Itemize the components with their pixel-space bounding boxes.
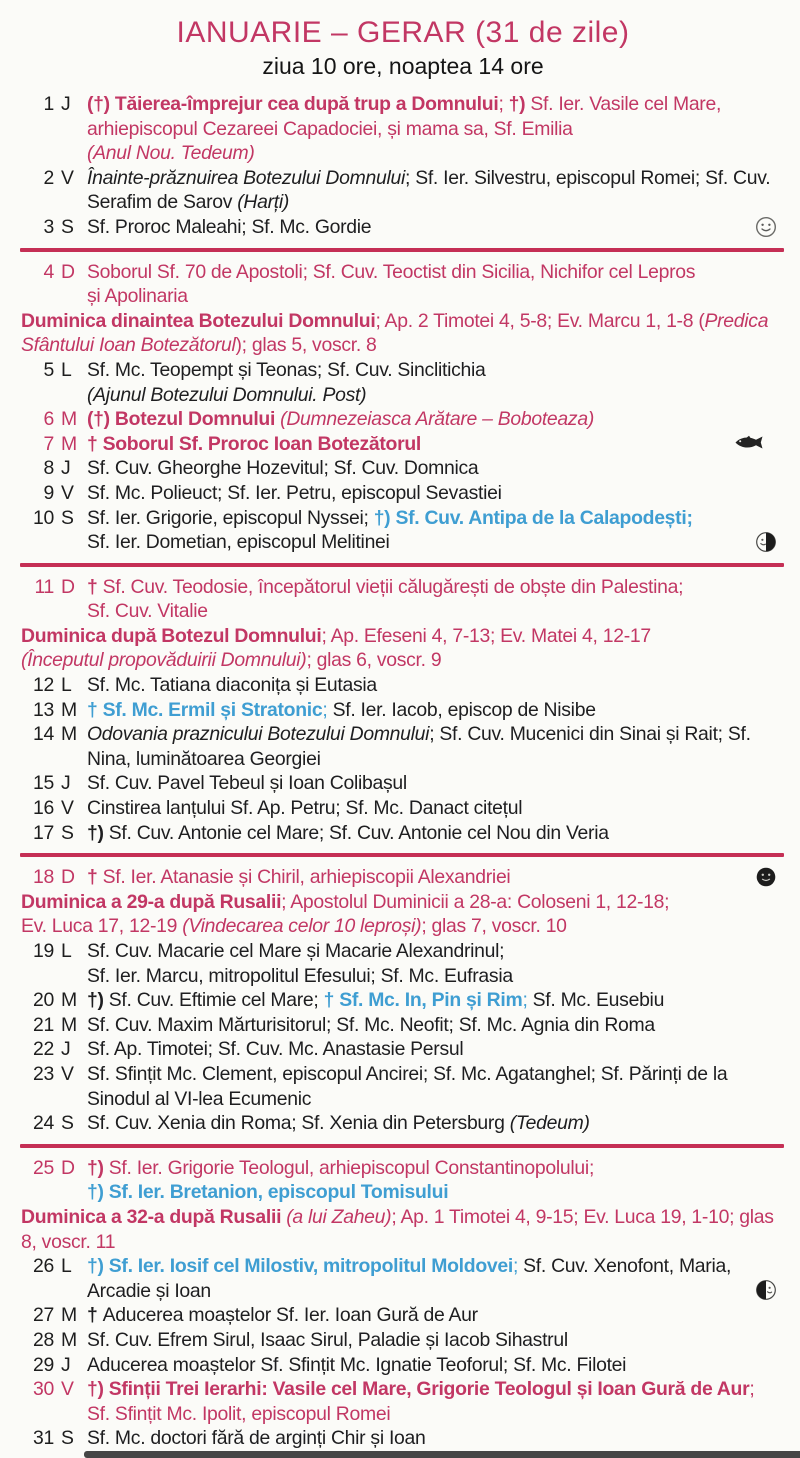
text-segment: Sf. Ier. Marcu, mitropolitul Efesului; Sf. Mc. Eufrasia (87, 964, 513, 987)
calendar-row-27 (20, 1303, 786, 1328)
day-letter: D (61, 575, 75, 598)
text-segment: †) Sf. Ier. Iosif cel Milostiv, mitropolitul Moldovei (87, 1255, 513, 1278)
day-letter: L (61, 674, 72, 697)
text-segment: † (87, 1304, 103, 1327)
calendar-row-10 (20, 506, 786, 555)
text-segment: Sf. Ap. Timotei; Sf. Cuv. Mc. Anastasie Persul (87, 1038, 464, 1061)
text-segment: †) (87, 1156, 104, 1179)
text-segment: ; Sf. Sfințit Mc. Ipolit, episcopul Romei (87, 1378, 755, 1425)
text-segment: (a lui Zaheu) (286, 1205, 392, 1228)
day-letter: M (61, 408, 77, 431)
day-letter: M (61, 989, 77, 1012)
text-segment: †) (87, 989, 104, 1012)
text-segment: † Soborul Sf. Proroc Ioan Botezătorul (87, 432, 421, 455)
text-segment: (Începutul propovăduirii Domnului) (21, 649, 307, 672)
calendar-row-2 (20, 166, 786, 215)
week-separator (20, 248, 784, 252)
calendar-row-13 (20, 698, 786, 723)
day-content (87, 1377, 786, 1426)
day-content (87, 821, 786, 846)
text-segment: ; Ap. 1 Timotei 4, 9-15; Ev. Luca 19, 1-10; glas 8, voscr. 11 (21, 1205, 774, 1253)
text-segment: (†) Tăierea-împrejur cea după trup a Domnului (87, 93, 499, 115)
day-content (87, 506, 786, 555)
day-number: 29 (33, 1353, 54, 1376)
month-title: IANUARIE – GERAR (31 de zile) (176, 16, 630, 49)
day-content (87, 1156, 786, 1205)
week-separator (20, 1144, 784, 1148)
day-letter: S (61, 1427, 74, 1450)
sunday-summary (21, 1205, 786, 1254)
text-segment: Sf. Cuv. Xenofont, Maria, Arcadie și Ioan (87, 1255, 732, 1302)
calendar-row-3 (20, 215, 786, 240)
text-segment: (Harți) (237, 191, 290, 214)
sunday-summary (21, 890, 786, 939)
day-number: 10 (33, 506, 54, 529)
day-content (87, 432, 786, 457)
day-content (87, 215, 786, 240)
calendar-row-24 (20, 1111, 786, 1136)
text-segment: Sf. Cuv. Xenia din Roma; Sf. Xenia din Petersburg (87, 1112, 510, 1135)
calendar-row-14 (20, 722, 786, 771)
day-content (87, 698, 786, 723)
day-length-note: ziua 10 ore, noaptea 14 ore (262, 53, 544, 79)
text-segment: ; Ap. 2 Timotei 4, 5-8; Ev. Marcu 1, 1-8 ( (375, 309, 705, 332)
day-content (87, 456, 786, 481)
text-segment: și Apolinaria (87, 285, 188, 308)
day-number: 7 (43, 432, 54, 455)
calendar-row-19 (20, 939, 786, 988)
day-number: 16 (33, 797, 54, 820)
day-content (87, 1013, 786, 1038)
text-segment: Sf. Ier. Grigorie, episcopul Nyssei; (87, 506, 374, 529)
text-segment: ; glas 7, voscr. 10 (421, 915, 567, 938)
calendar-row-15 (20, 771, 786, 796)
calendar-row-18 (20, 865, 786, 890)
text-segment: (Anul Nou. Tedeum) (87, 142, 255, 165)
calendar-row-22 (20, 1037, 786, 1062)
text-segment: Sf. Cuv. Pavel Tebeul și Ioan Colibașul (87, 772, 407, 795)
week-separator (20, 853, 784, 857)
day-number: 6 (43, 408, 54, 431)
calendar-row-1 (20, 92, 786, 166)
text-segment: ; glas 6, voscr. 9 (306, 649, 442, 672)
day-content (87, 1254, 786, 1303)
day-letter: J (61, 1353, 71, 1376)
text-segment: ; Sf. Cuv. Mucenici din Sinai și Rait; Sf. Nina, luminătoarea Georgiei (87, 723, 751, 770)
calendar-row-8 (20, 456, 786, 481)
calendar-row-5 (20, 358, 786, 407)
day-number: 17 (33, 821, 54, 844)
day-letter: M (61, 1013, 77, 1036)
calendar-row-21 (20, 1013, 786, 1038)
text-segment: Sf. Mc. Eusebiu (532, 989, 665, 1012)
calendar-row-17 (20, 821, 786, 846)
day-letter: S (61, 821, 74, 844)
page-bottom-edge (84, 1451, 800, 1458)
day-content (87, 771, 786, 796)
text-segment: Sf. Ier. Dometian, episcopul Melitinei (87, 531, 390, 554)
day-letter: S (61, 506, 74, 529)
day-content (87, 1426, 786, 1451)
text-segment: Sf. Mc. Tatiana diaconița și Eutasia (87, 674, 377, 697)
day-number: 4 (43, 260, 54, 283)
text-segment: ; (498, 93, 509, 115)
day-letter: D (61, 866, 75, 889)
text-segment: ); glas 5, voscr. 8 (235, 334, 377, 357)
day-number: 31 (33, 1427, 54, 1450)
day-content (87, 939, 786, 988)
text-segment: Sf. Cuv. Antonie cel Mare; Sf. Cuv. Antonie cel Nou din Veria (103, 821, 609, 844)
day-letter: L (61, 358, 72, 381)
day-letter: D (61, 260, 75, 283)
day-number: 8 (43, 457, 54, 480)
text-segment: Sf. Ier. Atanasie și Chiril, arhiepiscopii Alexandriei (102, 866, 511, 889)
text-segment: †) (87, 821, 104, 844)
calendar-row-31 (20, 1426, 786, 1451)
calendar-body (20, 92, 786, 1451)
day-letter: M (61, 1304, 77, 1327)
day-number: 14 (33, 723, 54, 746)
day-letter: V (61, 1378, 74, 1401)
day-letter: L (61, 1255, 72, 1278)
day-content (87, 988, 786, 1013)
day-letter: M (61, 432, 77, 455)
calendar-row-9 (20, 481, 786, 506)
calendar-row-16 (20, 796, 786, 821)
day-letter: M (61, 698, 77, 721)
calendar-header (20, 16, 786, 80)
day-number: 2 (43, 166, 54, 189)
day-letter: J (61, 772, 71, 795)
day-content (87, 1353, 786, 1378)
day-number: 5 (43, 358, 54, 381)
day-content (87, 1328, 786, 1353)
text-segment: Aducerea moaștelor Sf. Ier. Ioan Gură de Aur (102, 1304, 478, 1327)
day-content (87, 1111, 786, 1136)
text-segment: Ev. Luca 17, 12-19 (21, 915, 183, 938)
calendar-row-4 (20, 260, 786, 309)
text-segment: Sf. Mc. doctori fără de arginți Chir și Ioan (87, 1427, 426, 1450)
text-segment: Sf. Mc. Polieuct; Sf. Ier. Petru, episcopul Sevastiei (87, 481, 502, 504)
text-segment: Cinstirea lanțului Sf. Ap. Petru; Sf. Mc. Danact citețul (87, 797, 523, 820)
day-number: 24 (33, 1112, 54, 1135)
day-number: 23 (33, 1062, 54, 1085)
first-quarter-moon-icon (754, 1278, 778, 1302)
text-segment: (Tedeum) (509, 1112, 590, 1135)
calendar-row-11 (20, 575, 786, 624)
text-segment: Înainte-prăznuirea Botezului Domnului (87, 166, 405, 189)
text-segment: † Sf. Mc. Ermil și Stratonic (87, 698, 323, 721)
day-content (87, 1037, 786, 1062)
day-letter: J (61, 1038, 71, 1061)
text-segment: †) Sfinții Trei Ierarhi: Vasile cel Mare, Grigorie Teologul și Ioan Gură de Aur (87, 1378, 750, 1401)
text-segment: Duminica dinaintea Botezului Domnului (21, 309, 376, 332)
text-segment: Sf. Ier. Grigorie Teologul, arhiepiscopul Constantinopolului; (103, 1156, 595, 1179)
text-segment: Sf. Ier. Vasile cel Mare, arhiepiscopul Cezareei Capadociei, și mama sa, Sf. Emilia (87, 93, 722, 140)
day-content (87, 407, 786, 432)
calendar-row-12 (20, 673, 786, 698)
day-number: 22 (33, 1038, 54, 1061)
text-segment: †) Sf. Ier. Bretanion, episcopul Tomisului (87, 1181, 449, 1204)
day-number: 3 (43, 215, 54, 238)
day-letter: V (61, 1062, 74, 1085)
day-content (87, 722, 786, 771)
text-segment: Predica Sfântului Ioan Botezătorul (21, 309, 769, 357)
text-segment: Sf. Sfințit Mc. Clement, episcopul Ancirei; Sf. Mc. Agatanghel; Sf. Părinți de la Sinodul al VI-lea Ecumenic (87, 1062, 728, 1110)
text-segment: Aducerea moaștelor Sf. Sfințit Mc. Ignatie Teoforul; Sf. Mc. Filotei (87, 1353, 627, 1376)
week-separator (20, 563, 784, 567)
day-letter: M (61, 723, 77, 746)
calendar-row-25 (20, 1156, 786, 1205)
day-number: 25 (33, 1156, 54, 1179)
text-segment: Sf. Cuv. Gheorghe Hozevitul; Sf. Cuv. Domnica (87, 457, 479, 480)
last-quarter-moon-icon (754, 530, 778, 554)
day-content (87, 481, 786, 506)
text-segment: Sf. Cuv. Macarie cel Mare și Macarie Alexandrinul; (87, 940, 505, 962)
fish-icon (734, 434, 770, 451)
day-number: 27 (33, 1304, 54, 1327)
day-number: 26 (33, 1255, 54, 1278)
day-number: 11 (34, 575, 54, 598)
text-segment: Soborul Sf. 70 de Apostoli; Sf. Cuv. Teoctist din Sicilia, Nichifor cel Lepros (87, 260, 696, 283)
calendar-row-7 (20, 432, 786, 457)
calendar-row-20 (20, 988, 786, 1013)
full-moon-face-icon (754, 215, 778, 239)
sunday-summary (21, 309, 786, 358)
text-segment: ; (522, 989, 533, 1012)
day-content (87, 166, 786, 215)
text-segment: Sf. Cuv. Teodosie, începătorul vieții călugărești de obște din Palestina; (102, 575, 684, 598)
text-segment: ; (322, 698, 333, 721)
day-letter: V (61, 797, 74, 820)
day-content (87, 575, 786, 624)
text-segment: Sf. Cuv. Vitalie (87, 600, 208, 623)
day-letter: S (61, 1112, 74, 1135)
calendar-row-6 (20, 407, 786, 432)
sunday-summary (21, 624, 786, 673)
calendar-row-28 (20, 1328, 786, 1353)
text-segment: (†) Botezul Domnului (87, 408, 281, 431)
day-number: 20 (33, 989, 54, 1012)
day-number: 12 (33, 674, 54, 697)
text-segment: † (87, 575, 103, 598)
day-content (87, 796, 786, 821)
new-moon-icon (754, 865, 778, 889)
text-segment: Duminica a 32-a după Rusalii (21, 1205, 287, 1228)
text-segment: Sf. Cuv. Eftimie cel Mare; (103, 989, 324, 1012)
text-segment: Sf. Cuv. Maxim Mărturisitorul; Sf. Mc. Neofit; Sf. Mc. Agnia din Roma (87, 1013, 655, 1036)
day-content (87, 358, 786, 407)
day-content (87, 673, 786, 698)
day-letter: L (61, 940, 72, 962)
day-content (87, 865, 786, 890)
day-letter: S (61, 215, 74, 238)
text-segment: (Vindecarea celor 10 leproși) (182, 915, 422, 938)
day-number: 28 (33, 1328, 54, 1351)
text-segment: Odovania praznicului Botezului Domnului (87, 723, 430, 746)
day-number: 1 (43, 93, 54, 115)
day-number: 18 (33, 866, 54, 889)
day-letter: V (61, 166, 74, 189)
day-number: 9 (43, 481, 54, 504)
calendar-row-26 (20, 1254, 786, 1303)
text-segment: Sf. Proroc Maleahi; Sf. Mc. Gordie (87, 215, 372, 238)
day-letter: J (61, 93, 71, 115)
day-letter: J (61, 457, 71, 480)
text-segment: (Dumnezeiasca Arătare – Boboteaza) (280, 408, 594, 431)
text-segment: ; Sf. Ier. Silvestru, episcopul Romei; Sf. Cuv. Serafim de Sarov (87, 166, 771, 214)
text-segment: †) Sf. Cuv. Antipa de la Calapodești; (373, 506, 693, 529)
day-content (87, 260, 786, 309)
text-segment: Sf. Mc. Teopempt și Teonas; Sf. Cuv. Sinclitichia (87, 358, 486, 381)
calendar-row-23 (20, 1062, 786, 1111)
day-number: 15 (33, 772, 54, 795)
calendar-row-30 (20, 1377, 786, 1426)
text-segment: Duminica a 29-a după Rusalii (21, 890, 282, 913)
day-number: 21 (33, 1013, 54, 1036)
day-content (87, 1303, 786, 1328)
day-letter: M (61, 1328, 77, 1351)
text-segment: †) (508, 93, 526, 115)
text-segment: ; Apostolul Duminicii a 28-a: Coloseni 1, 12-18; (281, 890, 670, 913)
day-content (87, 1062, 786, 1111)
day-number: 19 (33, 940, 54, 962)
day-letter: V (61, 481, 74, 504)
day-number: 30 (33, 1378, 54, 1401)
text-segment: ; (512, 1255, 524, 1278)
text-segment: † (87, 866, 103, 889)
text-segment: Duminica după Botezul Domnului (21, 624, 322, 647)
text-segment: ; Ap. Efeseni 4, 7-13; Ev. Matei 4, 12-17 (321, 624, 651, 647)
day-letter: D (61, 1156, 75, 1179)
text-segment: Sf. Cuv. Efrem Sirul, Isaac Sirul, Paladie și Iacob Sihastrul (87, 1328, 568, 1351)
text-segment: Sf. Ier. Iacob, episcop de Nisibe (332, 698, 596, 721)
text-segment: (Ajunul Botezului Domnului. Post) (87, 383, 367, 406)
day-content (87, 92, 786, 166)
calendar-row-29 (20, 1353, 786, 1378)
day-number: 13 (33, 698, 54, 721)
text-segment: † Sf. Mc. In, Pin și Rim (323, 989, 523, 1012)
